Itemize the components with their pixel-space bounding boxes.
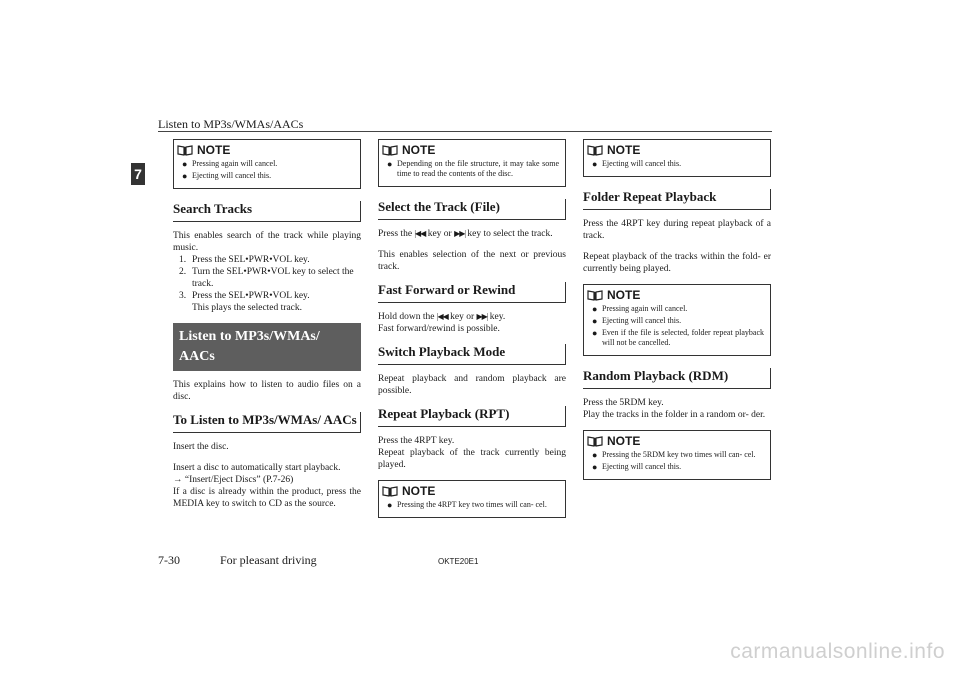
paragraph: This enables selection of the next or previous track. xyxy=(378,250,566,272)
note-item: ● Pressing again will cancel. xyxy=(592,304,688,314)
note-icon xyxy=(587,289,603,301)
note-header xyxy=(382,484,559,498)
section-heading-select-track: Select the Track (File) xyxy=(378,199,566,220)
note-item: ● Pressing the 5RDM key two times will can- cel. xyxy=(592,450,756,460)
column-1 xyxy=(173,139,361,519)
paragraph: Press the 4RPT key during repeat playback of a track. xyxy=(583,219,771,241)
paragraph: Repeat playback of the tracks within the fold- er currently being played. xyxy=(583,252,771,274)
bullet-icon: ● xyxy=(387,159,393,169)
bullet-icon: ● xyxy=(592,328,598,338)
section-heading-folder-repeat: Folder Repeat Playback xyxy=(583,189,771,210)
section-heading-ffrw: Fast Forward or Rewind xyxy=(378,282,566,303)
bullet-icon: ● xyxy=(592,450,598,460)
document-code: OKTE20E1 xyxy=(438,557,479,566)
note-label: NOTE xyxy=(607,288,641,302)
note-item: ● Ejecting will cancel this. xyxy=(182,171,272,181)
note-box xyxy=(378,480,566,518)
note-icon xyxy=(382,144,398,156)
section-heading-repeat: Repeat Playback (RPT) xyxy=(378,406,566,427)
bullet-icon: ● xyxy=(387,500,393,510)
note-icon xyxy=(382,485,398,497)
paragraph: This explains how to listen to audio files on a disc. xyxy=(173,380,361,402)
cross-reference-link[interactable]: → “Insert/Eject Discs” (P.7-26) xyxy=(173,475,294,485)
note-box xyxy=(583,139,771,177)
footer-section-title: For pleasant driving xyxy=(220,553,317,567)
watermark: carmanualsonline.info xyxy=(730,640,945,663)
note-item: ● Pressing the 4RPT key two times will can- cel. xyxy=(387,500,547,510)
note-item: ● Ejecting will cancel this. xyxy=(592,316,682,326)
paragraph: Insert the disc. xyxy=(173,442,229,452)
note-icon xyxy=(587,435,603,447)
paragraph: Hold down the |◀◀ key or ▶▶| key. Fast forward/rewind is possible. xyxy=(378,312,506,334)
step-item: 3. Press the SEL•PWR•VOL key. This plays the selected track. xyxy=(179,291,310,313)
note-label: NOTE xyxy=(402,484,436,498)
chapter-tab: 7 xyxy=(131,163,145,185)
bullet-icon: ● xyxy=(592,159,598,169)
paragraph: Press the |◀◀ key or ▶▶| key to select the track. xyxy=(378,229,553,239)
note-box xyxy=(378,139,566,187)
header-rule xyxy=(158,131,772,132)
note-item: ● Even if the file is selected, folder repeat playback will not be cancelled. xyxy=(592,328,764,347)
paragraph: This enables search of the track while playing music. xyxy=(173,231,361,253)
column-3 xyxy=(583,139,771,492)
bullet-icon: ● xyxy=(592,462,598,472)
skip-previous-icon: |◀◀ xyxy=(436,312,448,321)
bullet-icon: ● xyxy=(592,304,598,314)
note-label: NOTE xyxy=(197,143,231,157)
note-header xyxy=(587,434,764,448)
note-item: ● Pressing again will cancel. xyxy=(182,159,278,169)
skip-previous-icon: |◀◀ xyxy=(414,229,426,238)
note-label: NOTE xyxy=(607,143,641,157)
note-header xyxy=(177,143,354,157)
paragraph: Insert a disc to automatically start playback. → “Insert/Eject Discs” (P.7-26) If a disc is already within the product, press the MEDIA key to switch to CD as the source. xyxy=(173,463,361,509)
bullet-icon: ● xyxy=(592,316,598,326)
note-item: ● Ejecting will cancel this. xyxy=(592,159,682,169)
skip-next-icon: ▶▶| xyxy=(476,312,488,321)
paragraph: Press the 4RPT key. Repeat playback of the track currently being played. xyxy=(378,436,566,470)
note-item: ● Depending on the file structure, it may take some time to read the contents of the disc. xyxy=(387,159,559,178)
note-label: NOTE xyxy=(607,434,641,448)
column-2 xyxy=(378,139,566,530)
bullet-icon: ● xyxy=(182,159,188,169)
running-header: Listen to MP3s/WMAs/AACs xyxy=(158,117,304,131)
note-icon xyxy=(587,144,603,156)
note-box xyxy=(583,430,771,480)
steps-list xyxy=(173,254,361,314)
page-number: 7-30 xyxy=(158,553,180,567)
step-item: 1. Press the SEL•PWR•VOL key. xyxy=(179,255,310,265)
section-heading-to-listen: To Listen to MP3s/WMAs/ AACs xyxy=(173,412,361,433)
section-heading-search-tracks: Search Tracks xyxy=(173,201,361,222)
paragraph: Repeat playback and random playback are possible. xyxy=(378,374,566,396)
note-icon xyxy=(177,144,193,156)
note-label: NOTE xyxy=(402,143,436,157)
paragraph: Press the 5RDM key. Play the tracks in the folder in a random or- der. xyxy=(583,398,766,420)
note-item: ● Ejecting will cancel this. xyxy=(592,462,682,472)
note-header xyxy=(587,288,764,302)
note-box xyxy=(583,284,771,356)
step-item: 2. Turn the SEL•PWR•VOL key to select the track. xyxy=(179,267,354,289)
bullet-icon: ● xyxy=(182,171,188,181)
section-heading-switch-mode: Switch Playback Mode xyxy=(378,344,566,365)
section-banner-listen: Listen to MP3s/WMAs/ AACs xyxy=(173,323,361,371)
section-heading-random: Random Playback (RDM) xyxy=(583,368,771,389)
note-header xyxy=(382,143,559,157)
note-box xyxy=(173,139,361,189)
skip-next-icon: ▶▶| xyxy=(454,229,465,238)
note-header xyxy=(587,143,764,157)
